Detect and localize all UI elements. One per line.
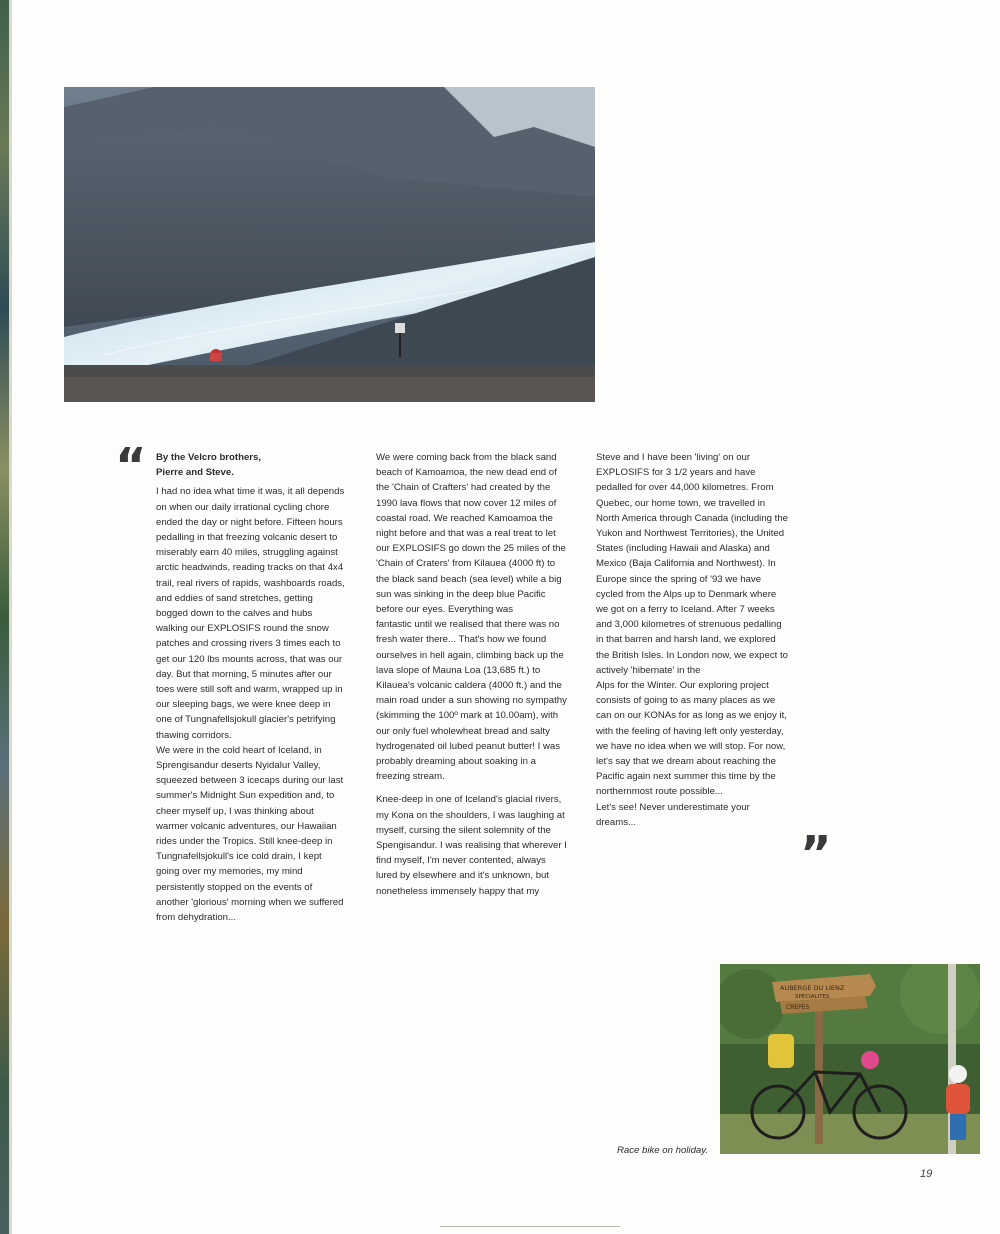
article-column-1 bbox=[156, 450, 346, 925]
photo-caption: Race bike on holiday. bbox=[616, 1145, 708, 1156]
child-seat bbox=[768, 1034, 794, 1068]
magazine-spine-edge bbox=[0, 0, 12, 1234]
glacier-photo bbox=[64, 87, 595, 402]
glacier-landscape-image bbox=[64, 87, 595, 402]
bike-on-holiday-image bbox=[720, 964, 980, 1154]
article-paragraph-2: We were coming back from the black sand beach of Kamoamoa, the new dead end of the 'Chain of Crafters' had created by the 1990 lava flows that now cover 12 miles of coastal road. We reached Kamoamoa the night before and that was a real treat to let our EXPLOSIFS go down the 25 miles of the 'Chain of Craters' from Kilauea (4000 ft) to the black sand beach (sea level) while a big sun was sinking in the deep blue Pacific before our eyes. Everything was fantastic until we realised that there was no fresh water there... That's how we found ourselves in hell again, climbing back up the lava slope of Mauna Loa (13,685 ft.) to Kilauea's volcanic caldera (4000 ft.) and the main road under a sun showing no sympathy (skimming the 100º mark at 10.00am), with our only fuel wholewheat bread and salty hydrogenated oil lubed peanut butter! I was probably dreaming about soaking in a freezing stream. bbox=[376, 452, 567, 783]
bottom-divider bbox=[440, 1226, 620, 1227]
sign-line-1: AUBERGE DU LIENZ bbox=[780, 984, 845, 992]
article-paragraph-1: I had no idea what time it was, it all depends on when our daily irrational cycling chore ended the day or night before. Fifteen hours pedalling in that freezing volcanic desert to miserably earn 40 miles, struggling against arctic headwinds, reading tracks on that 4x4 trail, real rivers of rapids, washboards roads, and eddies of sand stretches, getting bogged down to the calves and hubs walking our EXPLOSIFS round the snow patches and crossing rivers 3 times each to get our 120 lbs mounts across, that was our day. But that morning, 5 minutes after our toes were still soft and warm, wrapped up in our sleeping bags, we were knee deep in one of Tungnafellsjokull glacier's petrifying thawing corridors. We were in the cold heart of Iceland, in Sprengisandur deserts Nyidalur Valley, squeezed between 3 icecaps during our last summer's Midnight Sun expedition and, to cheer myself up, I was thinking about warmer volcanic adventures, our Hawaiian rides under the Tropics. Still knee-deep in Tungnafellsjokull's ice cold drain, I kept going over my memories, my mind persistently stopped on the events of another 'glorious' morning when we suffered from dehydration... bbox=[156, 486, 345, 924]
bike-photo bbox=[720, 964, 980, 1154]
article-column-2 bbox=[376, 450, 568, 899]
byline: By the Velcro brothers, Pierre and Steve. bbox=[156, 452, 262, 479]
article-column-3 bbox=[596, 450, 788, 830]
article-paragraph-3: Knee-deep in one of Iceland's glacial rivers, my Kona on the shoulders, I was laughing at myself, cursing the silent solemnity of the Spengisandur. I was realising that wherever I find myself, I'm never contented, always lured by elsewhere and it's unknown, but nonetheless immensely happy that my bbox=[376, 794, 567, 897]
article-paragraph-4: Steve and I have been 'living' on our EXPLOSIFS for 3 1/2 years and have pedalled for over 44,000 kilometres. From Quebec, our home town, we travelled in North America through Canada (including the Yukon and Northwest Territories), the United States (including Hawaii and Alaska) and Mexico (Baja California and Northwest). In Europe since the spring of '93 we have cycled from the Alps up to Denmark where we got on a ferry to Iceland. After 7 weeks and 3,000 kilometres of strenuous pedalling in that barren and harsh land, we explored the British Isles. In London now, we expect to actively 'hibernate' in the Alps for the Winter. Our exploring project consists of going to as many places as we can on our KONAs for as long as we enjoy it, with the feeling of having left only yesterday, we have no idea when we will stop. For now, let's say that we dream about reaching the Pacific again next summer this time by the northernmost route possible... Let's see! Never underestimate your dreams... bbox=[596, 452, 788, 828]
open-quote-mark: “ bbox=[115, 438, 147, 494]
page-number: 19 bbox=[920, 1168, 933, 1180]
sign-line-3: CREPES bbox=[786, 1004, 810, 1011]
close-quote-mark: ” bbox=[800, 826, 832, 882]
helmet bbox=[861, 1051, 879, 1069]
sign-line-2: SPECIALITES bbox=[795, 994, 830, 1000]
